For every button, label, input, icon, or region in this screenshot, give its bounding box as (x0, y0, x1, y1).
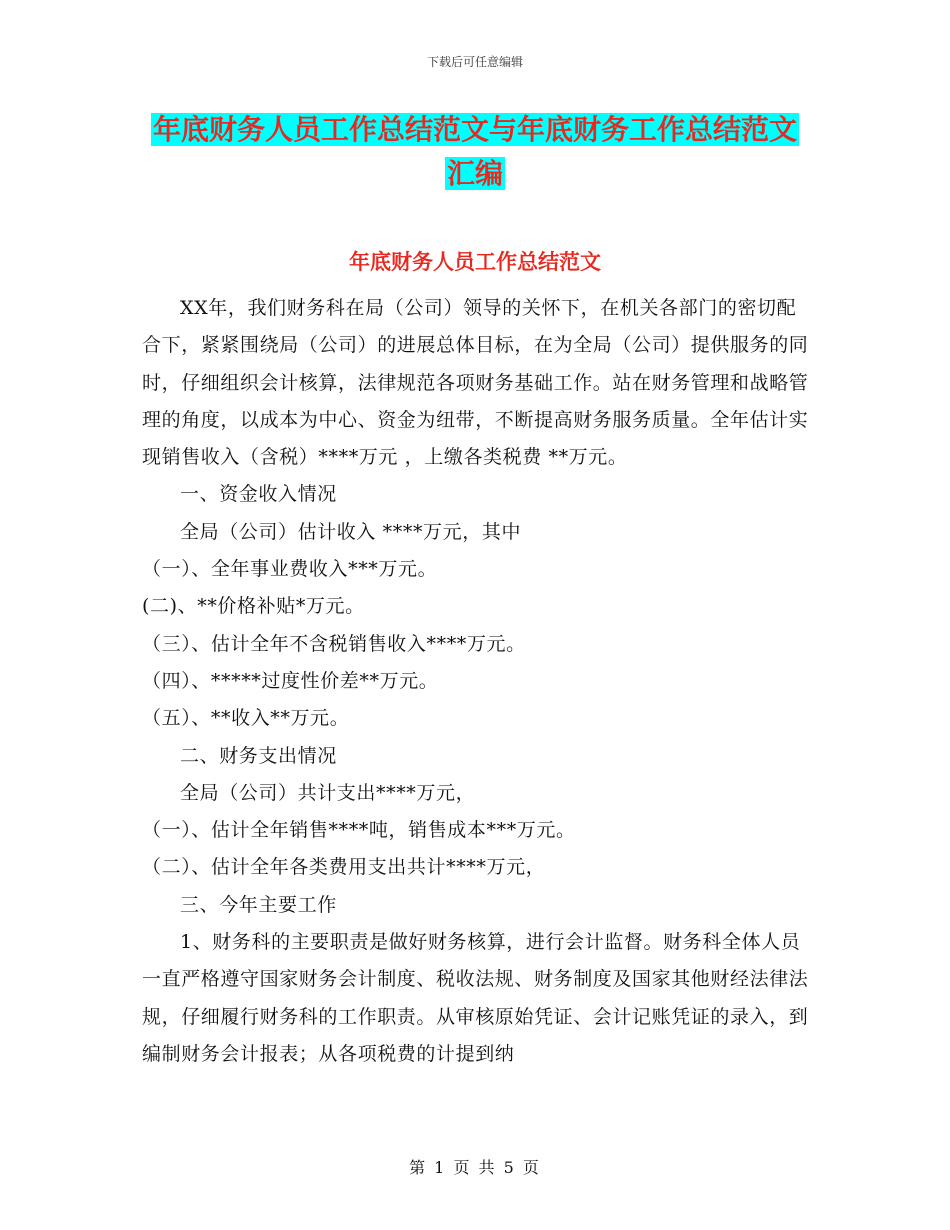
section-title: 年底财务人员工作总结范文 (349, 249, 601, 274)
document-body (142, 290, 810, 1073)
heading-income: 一、资金收入情况 (180, 483, 337, 506)
title-line-1: 年底财务人员工作总结范文与年底财务工作总结范文 (152, 113, 797, 146)
expense-item-1: （一）、估计全年销售****吨，销售成本***万元。 (142, 819, 576, 842)
heading-expense: 二、财务支出情况 (180, 744, 337, 767)
header-note: 下载后可任意编辑 (426, 55, 523, 69)
income-total: 全局（公司）估计收入 ****万元，其中 (180, 520, 522, 543)
document-title (140, 108, 810, 196)
main-work-paragraph: 1、财务科的主要职责是做好财务核算，进行会计监督。财务科全体人员一直严格遵守国家财务会计制度、税收法规、财务制度及国家其他财经法律法规，仔细履行财务科的工作职责。从审核原始凭证、会计记账凭证的录入，到编制财务会计报表；从各项税费的计提到纳 (142, 931, 809, 1065)
income-item-1: （一）、全年事业费收入***万元。 (142, 558, 438, 581)
intro-paragraph: XX年，我们财务科在局（公司）领导的关怀下，在机关各部门的密切配合下，紧紧围绕局（公司）的进展总体目标，在为全局（公司）提供服务的同时，仔细组织会计核算，法律规范各项财务基础工作。站在财务管理和战略管理的角度，以成本为中心、资金为纽带，不断提高财务服务质量。全年估计实现销售收入（含税）****万元 ，上缴各类税费 **万元。 (142, 297, 809, 469)
expense-item-2: （二）、估计全年各类费用支出共计****万元， (142, 856, 546, 879)
income-item-2: (二)、**价格补贴*万元。 (142, 595, 365, 618)
income-item-5: （五）、**收入**万元。 (142, 707, 350, 730)
expense-total: 全局（公司）共计支出****万元， (180, 781, 476, 804)
income-item-3: （三）、估计全年不含税销售收入****万元。 (142, 632, 526, 655)
page-number: 第 1 页 共 5 页 (409, 1158, 541, 1177)
heading-main-work: 三、今年主要工作 (180, 893, 337, 916)
income-item-4: （四）、*****过度性价差**万元。 (142, 669, 439, 692)
title-line-2: 汇编 (446, 157, 503, 190)
